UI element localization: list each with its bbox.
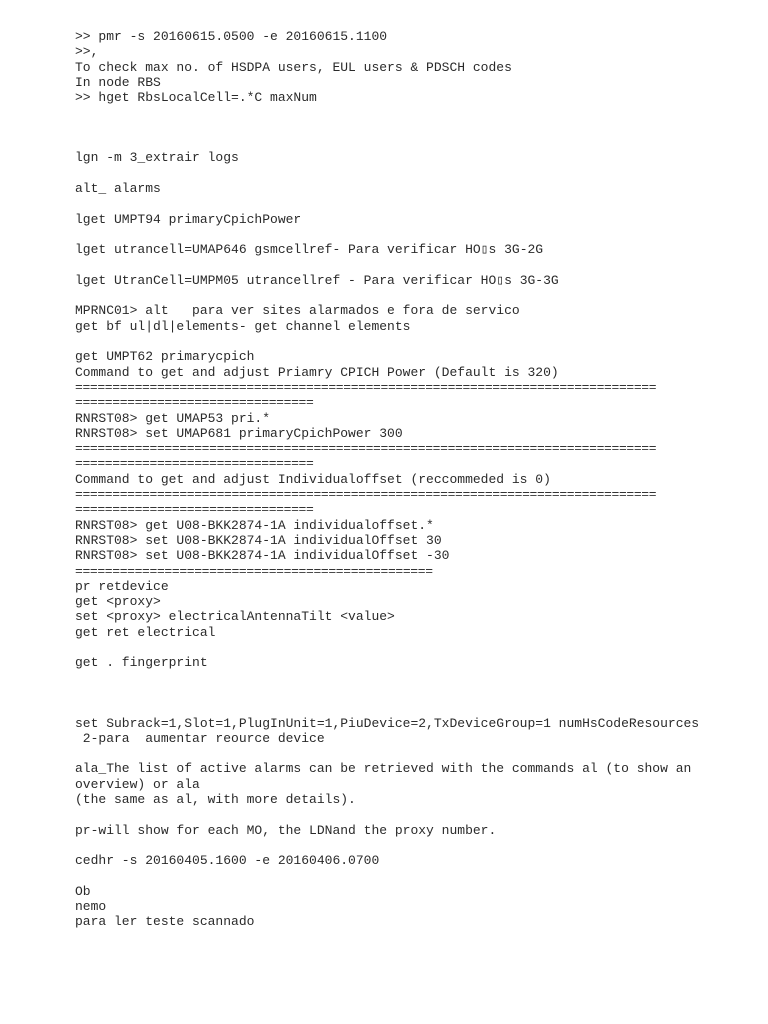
text-line: RNRST08> set U08-BKK2874-1A individualOffset 30	[75, 532, 442, 548]
text-line: Ob	[75, 883, 91, 899]
text-line: RNRST08> set UMAP681 primaryCpichPower 300	[75, 425, 403, 441]
text-line: get bf ul|dl|elements- get channel elements	[75, 318, 411, 334]
text-line: get <proxy>	[75, 594, 161, 610]
text-line: Command to get and adjust Priamry CPICH Power (Default is 320)	[75, 364, 559, 380]
text-line: Command to get and adjust Individualoffset (reccommeded is 0)	[75, 471, 551, 487]
text-line: 2-para aumentar reource device	[75, 730, 325, 746]
separator-rule: ==============================================================================	[75, 441, 657, 457]
text-line: para ler teste scannado	[75, 914, 255, 930]
text-line: ala_The list of active alarms can be retrieved with the commands al (to show an	[75, 761, 692, 777]
text-line: set Subrack=1,Slot=1,PlugInUnit=1,PiuDevice=2,TxDeviceGroup=1 numHsCodeResources	[75, 715, 700, 731]
text-line: lget UMPT94 primaryCpichPower	[75, 211, 302, 227]
text-line: >>,	[75, 44, 99, 60]
separator-rule: ================================	[75, 395, 314, 411]
text-line: MPRNC01> alt para ver sites alarmados e fora de servico	[75, 303, 520, 319]
text-line: lgn -m 3_extrair logs	[75, 150, 239, 166]
text-line: get . fingerprint	[75, 655, 208, 671]
separator-rule: ================================	[75, 456, 314, 472]
text-line: lget UtranCell=UMPM05 utrancellref - Para verificar HO▯s 3G-3G	[75, 272, 559, 288]
text-line: RNRST08> set U08-BKK2874-1A individualOffset -30	[75, 548, 450, 564]
text-line: (the same as al, with more details).	[75, 792, 356, 808]
text-line: RNRST08> get UMAP53 pri.*	[75, 410, 271, 426]
text-line: get ret electrical	[75, 624, 216, 640]
separator-rule: ==============================================================================	[75, 379, 657, 395]
text-line: set <proxy> electricalAntennaTilt <value>	[75, 609, 395, 625]
separator-rule: ================================	[75, 502, 314, 518]
text-line: nemo	[75, 899, 107, 915]
text-line: pr retdevice	[75, 578, 169, 594]
separator-rule: ==============================================================================	[75, 487, 657, 503]
document-page	[75, 29, 755, 930]
text-line: get UMPT62 primarycpich	[75, 349, 255, 365]
text-line: >> hget RbsLocalCell=.*C maxNum	[75, 90, 317, 106]
text-line: To check max no. of HSDPA users, EUL users & PDSCH codes	[75, 59, 512, 75]
text-line: pr-will show for each MO, the LDNand the proxy number.	[75, 822, 497, 838]
text-line: In node RBS	[75, 74, 161, 90]
text-line: cedhr -s 20160405.1600 -e 20160406.0700	[75, 853, 380, 869]
separator-rule: ================================================	[75, 563, 433, 579]
text-line: RNRST08> get U08-BKK2874-1A individualoffset.*	[75, 517, 434, 533]
text-line: >> pmr -s 20160615.0500 -e 20160615.1100	[75, 29, 388, 44]
text-line: overview) or ala	[75, 776, 200, 792]
text-line: lget utrancell=UMAP646 gsmcellref- Para verificar HO▯s 3G-2G	[75, 242, 544, 258]
text-line: alt_ alarms	[75, 181, 161, 197]
